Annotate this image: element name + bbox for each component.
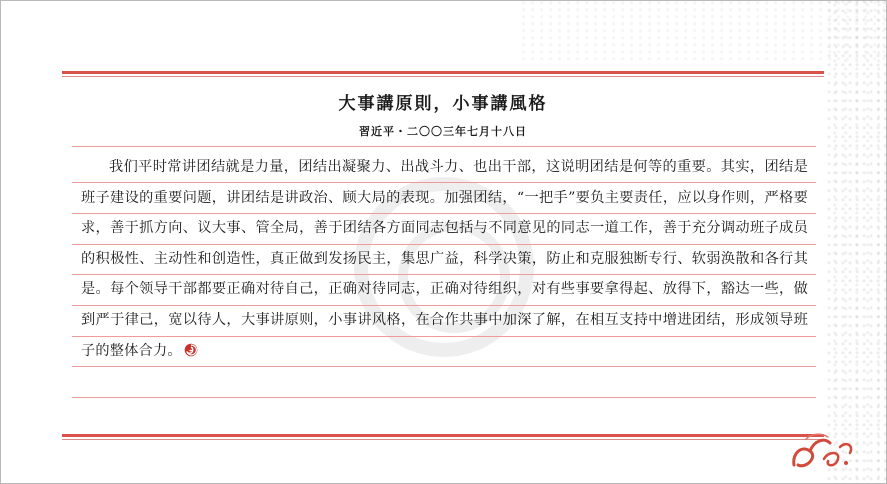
paper-texture: [827, 0, 887, 484]
article-body: [81, 152, 808, 366]
red-swirl-seal-icon: [184, 343, 198, 357]
article-body-text: 我们平时常讲团结就是力量，团结出凝聚力、出战斗力、也出干部，这说明团结是何等的重要。其实，团结是班子建设的重要问题，讲团结是讲政治、顾大局的表现。加强团结，“一把手”要负主要责任，应以身作则，严格要求，善于抓方向、议大事、管全局，善于团结各方面同志包括与不同意见的同志一道工作，善于充分调动班子成员的积极性、主动性和创造性，真正做到发扬民主，集思广益，科学决策，防止和克服独断专行、软弱涣散和各行其是。每个领导干部都要正确对待自己，正确对待同志，正确对待组织，对有些事要拿得起、放得下，豁达一些，做到严于律己，宽以待人，大事讲原则，小事讲风格，在合作共事中加深了解，在相互支持中增进团结，形成领导班子的整体合力。: [81, 159, 808, 359]
bottom-red-rule: [62, 434, 824, 440]
paper-texture-top: [520, 0, 885, 60]
top-red-rule: [62, 71, 824, 77]
red-calligraphy-logo-icon: [788, 425, 858, 475]
article-title: 大事講原則，小事講風格: [338, 94, 548, 114]
article-byline: 習近平・二〇〇三年七月十八日: [359, 125, 527, 138]
